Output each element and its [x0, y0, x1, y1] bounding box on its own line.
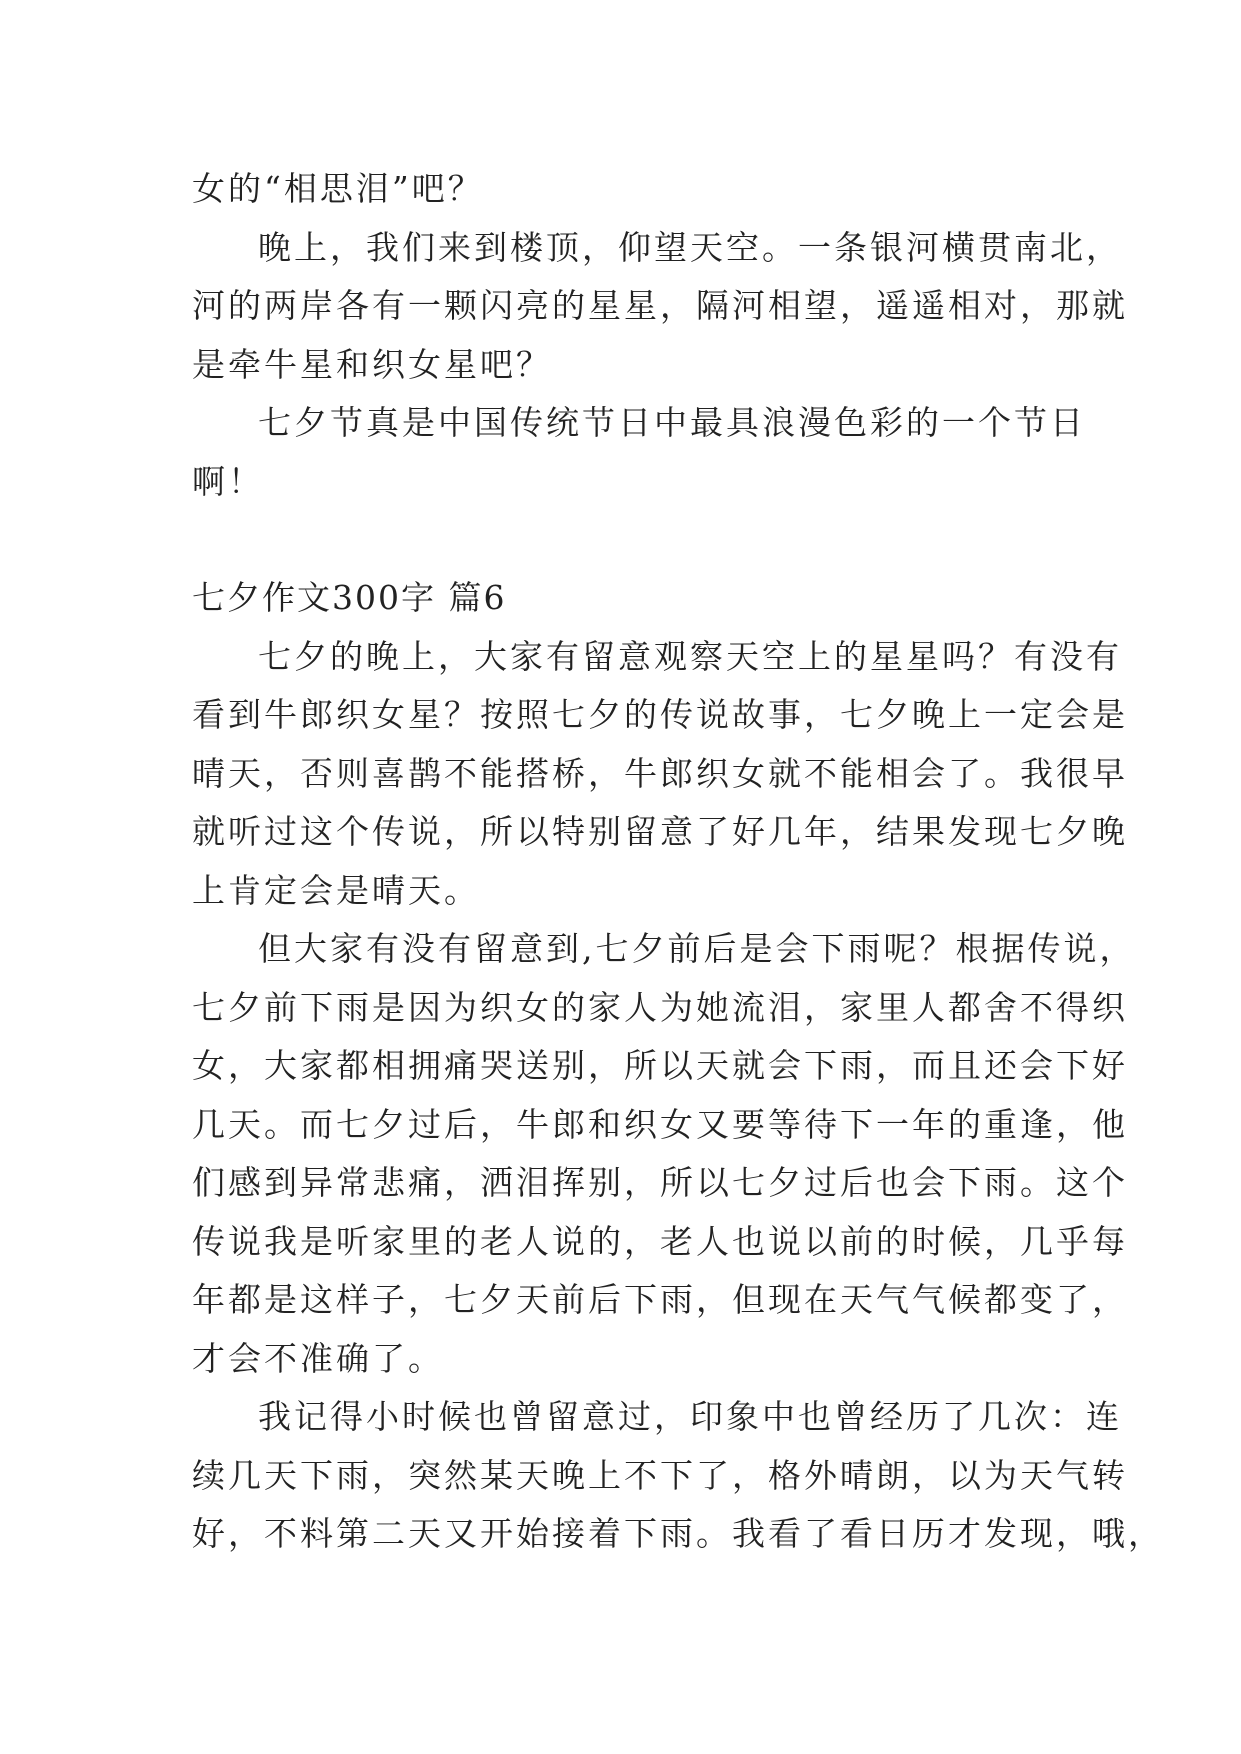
paragraph-first-line: 我记得小时候也曾留意过，印象中也曾经历了几次：连	[258, 1397, 1122, 1436]
text-line: 续几天下雨，突然某天晚上不下了，格外晴朗，以为天气转	[192, 1455, 1128, 1495]
text-line: 看到牛郎织女星？按照七夕的传说故事，七夕晚上一定会是	[192, 695, 1128, 734]
text-line: 年都是这样子，七夕天前后下雨，但现在天气气候都变了，	[192, 1280, 1128, 1319]
text-line: 几天。而七夕过后，牛郎和织女又要等待下一年的重逢，他	[192, 1104, 1128, 1144]
text-line: 们感到异常悲痛，洒泪挥别，所以七夕过后也会下雨。这个	[192, 1163, 1128, 1202]
document-body	[192, 160, 1164, 1564]
text-line: 女的“相思泪”吧？	[192, 169, 484, 208]
text-line: 河的两岸各有一颗闪亮的星星，隔河相望，遥遥相对，那就	[192, 286, 1128, 325]
text-line: 好，不料第二天又开始接着下雨。我看了看日历才发现，哦，	[192, 1514, 1164, 1553]
section-gap	[192, 511, 1072, 569]
section-heading: 七夕作文300字 篇6	[192, 578, 507, 617]
paragraph-first-line: 七夕的晚上，大家有留意观察天空上的星星吗？有没有	[258, 636, 1122, 676]
text-line: 是牵牛星和织女星吧？	[192, 344, 552, 384]
text-line: 晴天，否则喜鹊不能搭桥，牛郎织女就不能相会了。我很早	[192, 753, 1128, 793]
paragraph-first-line: 但大家有没有留意到,七夕前后是会下雨呢？根据传说，	[258, 929, 1136, 968]
text-line: 传说我是听家里的老人说的，老人也说以前的时候，几乎每	[192, 1221, 1128, 1261]
text-line: 上肯定会是晴天。	[192, 870, 480, 910]
paragraph-first-line: 七夕节真是中国传统节日中最具浪漫色彩的一个节日	[258, 403, 1086, 442]
text-line: 女，大家都相拥痛哭送别，所以天就会下雨，而且还会下好	[192, 1046, 1128, 1085]
paragraph-first-line: 晚上，我们来到楼顶，仰望天空。一条银河横贯南北，	[258, 227, 1122, 267]
text-line: 啊！	[192, 461, 264, 501]
text-line: 就听过这个传说，所以特别留意了好几年，结果发现七夕晚	[192, 812, 1128, 851]
text-line: 七夕前下雨是因为织女的家人为她流泪，家里人都舍不得织	[192, 987, 1128, 1027]
text-line: 才会不准确了。	[192, 1338, 444, 1378]
